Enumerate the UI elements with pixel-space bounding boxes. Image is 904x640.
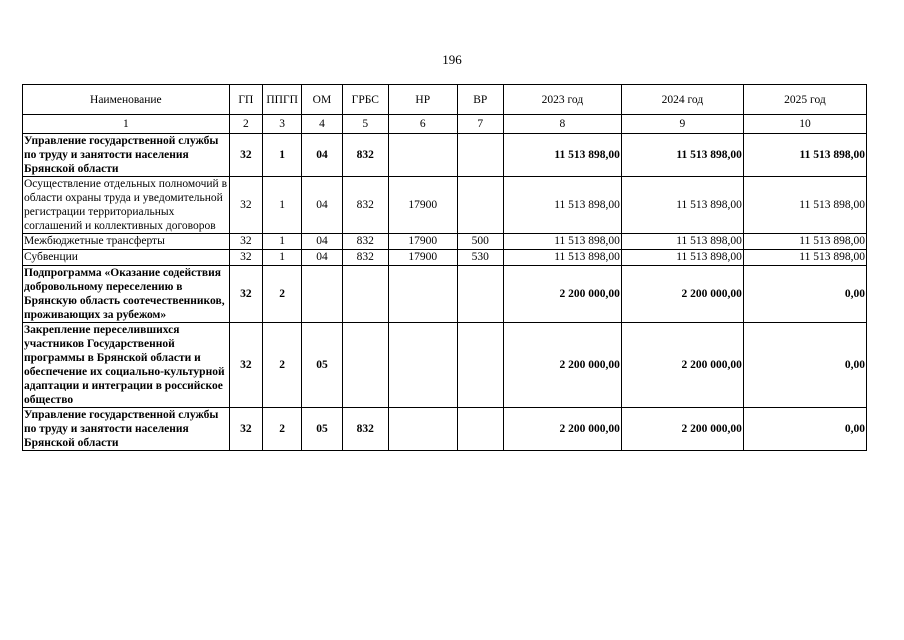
cell-om: 05 <box>302 323 342 408</box>
cell-om: 04 <box>302 177 342 234</box>
cell-2024: 11 513 898,00 <box>621 177 743 234</box>
cell-ppgp: 1 <box>262 177 301 234</box>
header-row <box>23 85 867 115</box>
cell-2024: 2 200 000,00 <box>621 323 743 408</box>
cell-2025: 11 513 898,00 <box>743 134 866 177</box>
cell-gp: 32 <box>229 323 262 408</box>
row-name: Закрепление переселившихся участников Государственной программы в Брянской области и обеспечение их социально-культурной адаптации и интеграции в российское общество <box>23 323 230 408</box>
cell-2023: 11 513 898,00 <box>503 234 621 250</box>
cell-2023: 11 513 898,00 <box>503 250 621 266</box>
cell-2023: 11 513 898,00 <box>503 177 621 234</box>
column-number: 8 <box>503 115 621 134</box>
cell-om: 05 <box>302 408 342 451</box>
cell-2025: 11 513 898,00 <box>743 234 866 250</box>
cell-gp: 32 <box>229 134 262 177</box>
cell-ppgp: 1 <box>262 250 301 266</box>
row-name: Субвенции <box>23 250 230 266</box>
column-number: 1 <box>23 115 230 134</box>
row-name: Управление государственной службы по труду и занятости населения Брянской области <box>23 134 230 177</box>
cell-om: 04 <box>302 250 342 266</box>
column-number: 2 <box>229 115 262 134</box>
table-row <box>23 250 867 266</box>
cell-2025: 0,00 <box>743 323 866 408</box>
budget-table <box>22 84 867 451</box>
cell-grbs <box>342 323 388 408</box>
cell-vr <box>457 134 503 177</box>
header-vr: ВР <box>457 85 503 115</box>
cell-gp: 32 <box>229 234 262 250</box>
column-number-row <box>23 115 867 134</box>
row-name: Межбюджетные трансферты <box>23 234 230 250</box>
cell-2024: 2 200 000,00 <box>621 408 743 451</box>
cell-om: 04 <box>302 234 342 250</box>
cell-gp: 32 <box>229 250 262 266</box>
cell-nr: 17900 <box>388 250 457 266</box>
cell-2025: 0,00 <box>743 266 866 323</box>
cell-ppgp: 2 <box>262 266 301 323</box>
header-2023: 2023 год <box>503 85 621 115</box>
cell-gp: 32 <box>229 177 262 234</box>
cell-2025: 11 513 898,00 <box>743 177 866 234</box>
header-2024: 2024 год <box>621 85 743 115</box>
row-name: Управление государственной службы по труду и занятости населения Брянской области <box>23 408 230 451</box>
cell-2025: 11 513 898,00 <box>743 250 866 266</box>
cell-nr <box>388 266 457 323</box>
cell-2023: 2 200 000,00 <box>503 323 621 408</box>
cell-ppgp: 1 <box>262 234 301 250</box>
column-number: 7 <box>457 115 503 134</box>
cell-2024: 11 513 898,00 <box>621 250 743 266</box>
cell-nr <box>388 408 457 451</box>
cell-2024: 11 513 898,00 <box>621 134 743 177</box>
header-gp: ГП <box>229 85 262 115</box>
table-row <box>23 408 867 451</box>
page-number: 196 <box>442 52 462 67</box>
cell-2023: 2 200 000,00 <box>503 408 621 451</box>
header-2025: 2025 год <box>743 85 866 115</box>
cell-vr <box>457 408 503 451</box>
cell-grbs: 832 <box>342 134 388 177</box>
table-row <box>23 234 867 250</box>
cell-grbs: 832 <box>342 234 388 250</box>
cell-2024: 2 200 000,00 <box>621 266 743 323</box>
table-row <box>23 266 867 323</box>
column-number: 10 <box>743 115 866 134</box>
header-grbs: ГРБС <box>342 85 388 115</box>
cell-vr <box>457 266 503 323</box>
cell-ppgp: 2 <box>262 408 301 451</box>
cell-nr: 17900 <box>388 234 457 250</box>
cell-grbs: 832 <box>342 250 388 266</box>
cell-grbs <box>342 266 388 323</box>
column-number: 9 <box>621 115 743 134</box>
cell-grbs: 832 <box>342 177 388 234</box>
row-name: Подпрограмма «Оказание содействия добровольному переселению в Брянскую область соотечественников, проживающих за рубежом» <box>23 266 230 323</box>
header-ppgp: ППГП <box>262 85 301 115</box>
row-name: Осуществление отдельных полномочий в области охраны труда и уведомительной регистрации территориальных соглашений и коллективных договоров <box>23 177 230 234</box>
column-number: 3 <box>262 115 301 134</box>
cell-grbs: 832 <box>342 408 388 451</box>
cell-vr: 530 <box>457 250 503 266</box>
cell-vr: 500 <box>457 234 503 250</box>
cell-nr <box>388 323 457 408</box>
cell-2024: 11 513 898,00 <box>621 234 743 250</box>
cell-2023: 2 200 000,00 <box>503 266 621 323</box>
column-number: 5 <box>342 115 388 134</box>
cell-gp: 32 <box>229 408 262 451</box>
cell-2025: 0,00 <box>743 408 866 451</box>
cell-ppgp: 2 <box>262 323 301 408</box>
cell-gp: 32 <box>229 266 262 323</box>
cell-vr <box>457 177 503 234</box>
header-name: Наименование <box>23 85 230 115</box>
table-row <box>23 177 867 234</box>
cell-om <box>302 266 342 323</box>
cell-nr: 17900 <box>388 177 457 234</box>
header-om: ОМ <box>302 85 342 115</box>
table-row <box>23 134 867 177</box>
cell-nr <box>388 134 457 177</box>
column-number: 6 <box>388 115 457 134</box>
cell-ppgp: 1 <box>262 134 301 177</box>
column-number: 4 <box>302 115 342 134</box>
cell-vr <box>457 323 503 408</box>
table-row <box>23 323 867 408</box>
header-nr: НР <box>388 85 457 115</box>
cell-2023: 11 513 898,00 <box>503 134 621 177</box>
cell-om: 04 <box>302 134 342 177</box>
